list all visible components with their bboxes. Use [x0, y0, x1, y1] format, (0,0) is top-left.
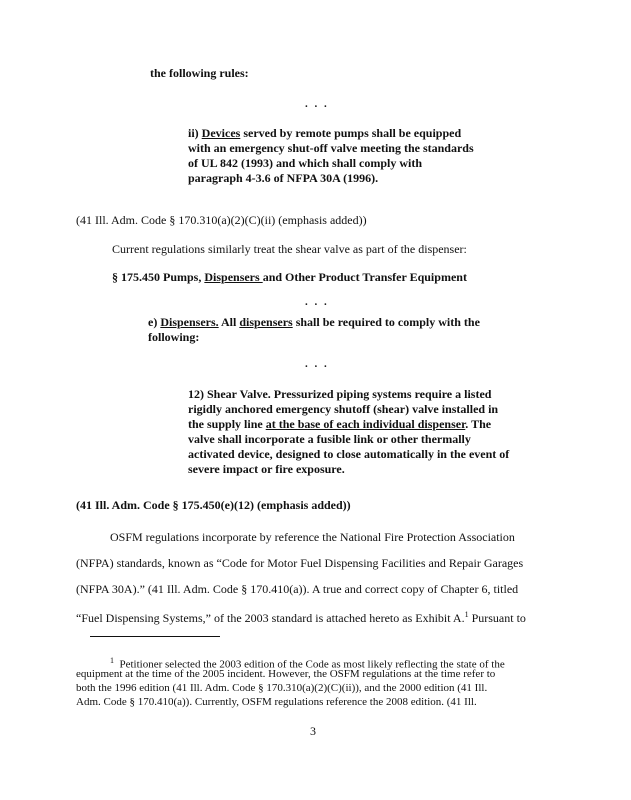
footnote-ref: 1: [464, 610, 469, 619]
section-heading: § 175.450 Pumps, Dispensers and Other Product Transfer Equipment: [112, 270, 467, 284]
footnote-line3: both the 1996 edition (41 Ill. Adm. Code § 170.310(a)(2)(C)(ii)), and the 2000 edition (41 Ill.: [76, 682, 488, 694]
quote2-line1: e) Dispensers. All dispensers shall be required to comply with the: [148, 315, 480, 329]
quote1-line4: paragraph 4-3.6 of NFPA 30A (1996).: [188, 171, 379, 185]
quote3-line4: valve shall incorporate a fusible link or other thermally: [188, 432, 471, 446]
footnote-line4: Adm. Code § 170.410(a)). Currently, OSFM regulations reference the 2008 edition. (41 Ill.: [76, 696, 477, 708]
quote3-line6: severe impact or fire exposure.: [188, 462, 345, 476]
footnote-line1: $^1$ Petitioner selected the 2003 edition of the Code as most likely reflecting the state of the: [110, 656, 505, 671]
intro-line: the following rules:: [150, 66, 249, 80]
footnote-number: 1: [110, 656, 114, 665]
quote1-line1: ii) Devices served by remote pumps shall be equipped: [188, 126, 462, 140]
quote3-line5: activated device, designed to close automatically in the event of: [188, 447, 510, 461]
quote2-line2: following:: [148, 330, 200, 344]
ellipsis-1: . . .: [305, 98, 329, 110]
body-line1: OSFM regulations incorporate by reference the National Fire Protection Association: [110, 530, 515, 544]
quote3-line1: 12) Shear Valve. Pressurized piping systems require a listed: [188, 387, 492, 401]
ellipsis-3: . . .: [305, 358, 329, 370]
body-line2: (NFPA) standards, known as “Code for Motor Fuel Dispensing Facilities and Repair Garages: [76, 556, 524, 570]
footnote-line2: equipment at the time of the 2005 incident. However, the OSFM regulations at the time refer to: [76, 668, 496, 680]
citation-170-310: (41 Ill. Adm. Code § 170.310(a)(2)(C)(ii) (emphasis added)): [76, 213, 367, 227]
paragraph-shear-valve: Current regulations similarly treat the shear valve as part of the dispenser:: [112, 242, 467, 256]
quote3-line2: rigidly anchored emergency shutoff (shear) valve installed in: [188, 402, 499, 416]
citation-175-450: (41 Ill. Adm. Code § 175.450(e)(12) (emphasis added)): [76, 498, 351, 512]
quote1-line3: of UL 842 (1993) and which shall comply with: [188, 156, 423, 170]
quote3-line3: the supply line at the base of each individual dispenser. The: [188, 417, 492, 431]
footnote-divider: [90, 636, 220, 637]
body-line3: (NFPA 30A).” (41 Ill. Adm. Code § 170.410(a)). A true and correct copy of Chapter 6, titled: [76, 582, 519, 596]
page-number: 3: [310, 724, 316, 738]
quote1-line2: with an emergency shut-off valve meeting the standards: [188, 141, 474, 155]
ellipsis-2: . . .: [305, 296, 329, 308]
body-line4: “Fuel Dispensing Systems,” of the 2003 standard is attached hereto as Exhibit A.$^1$ Pursuant to: [76, 610, 526, 625]
